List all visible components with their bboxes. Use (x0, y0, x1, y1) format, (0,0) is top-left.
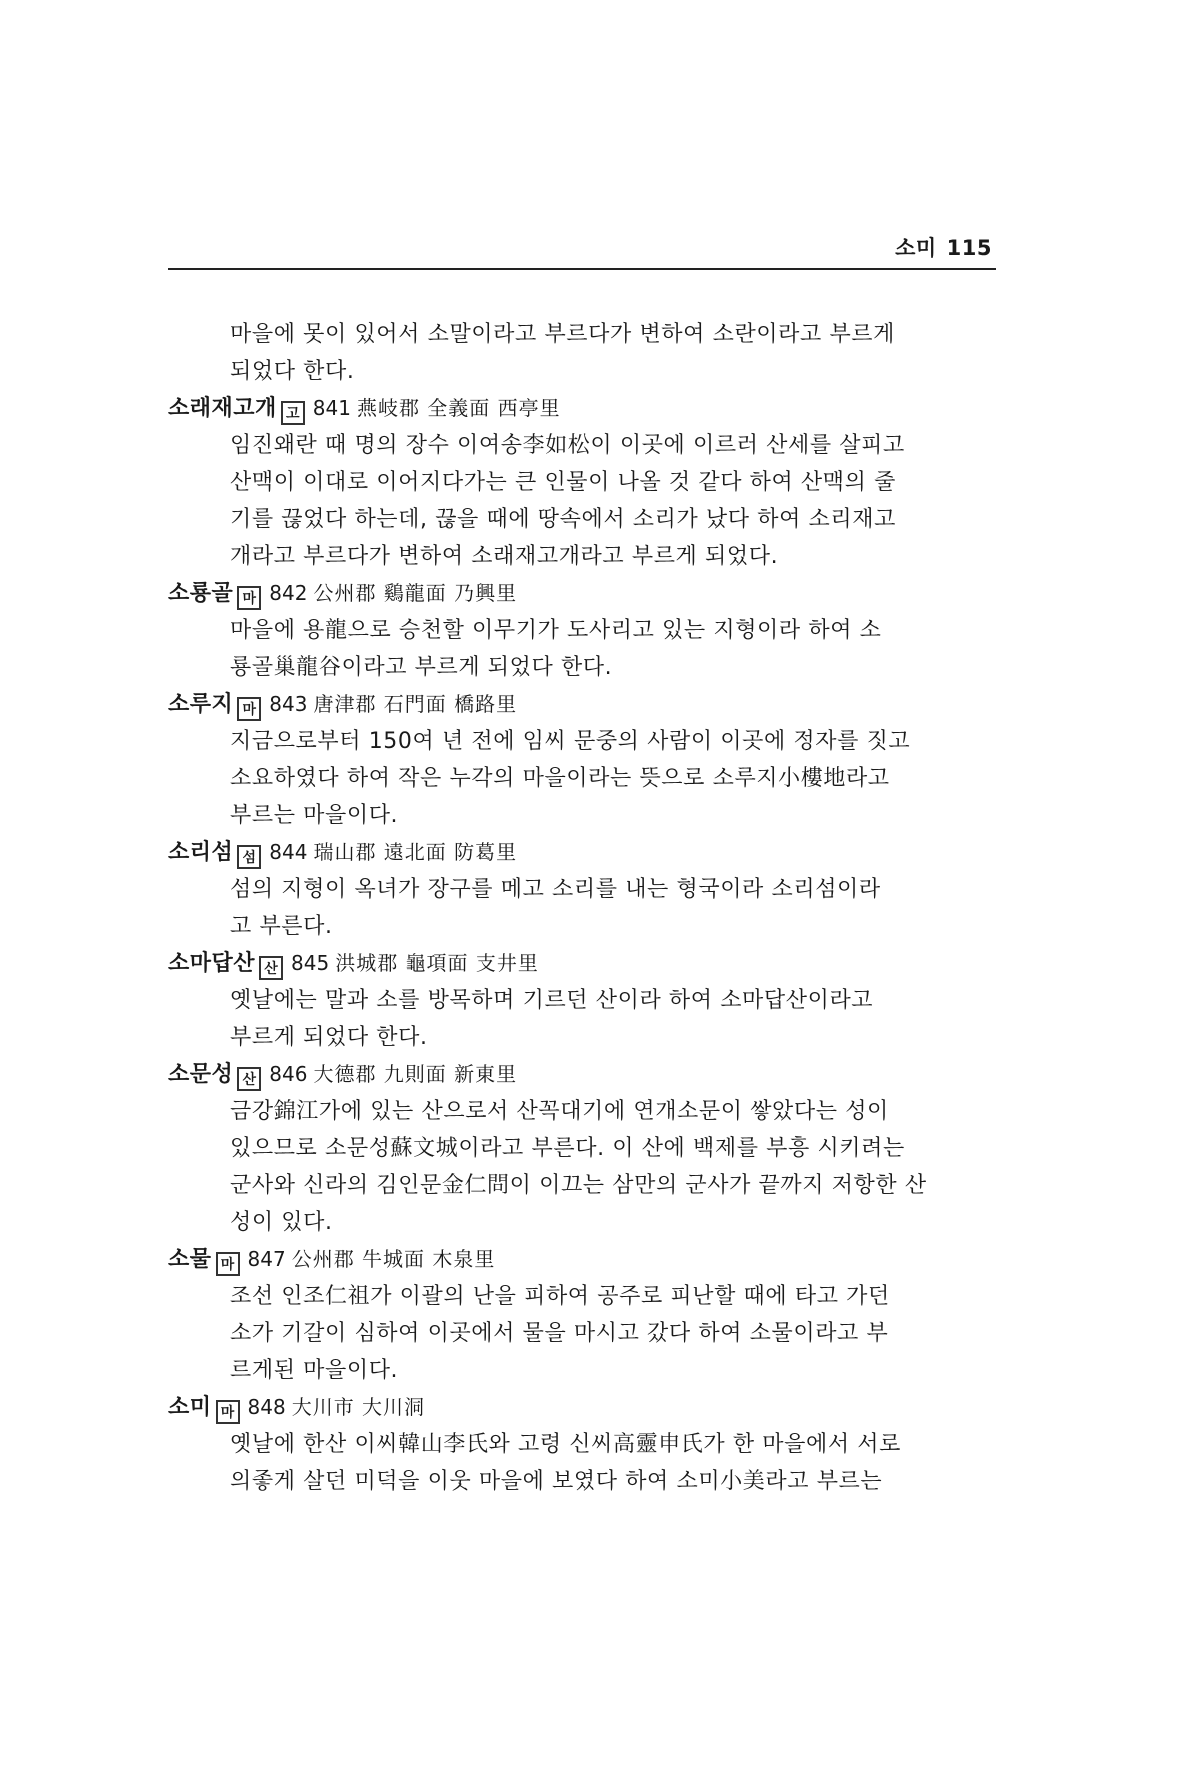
entry-number: 842 (269, 581, 308, 605)
running-header (168, 232, 992, 262)
entry-heading (168, 1241, 996, 1278)
entry-text-line: 개라고 부르다가 변하여 소래재고개라고 부르게 되었다. (230, 544, 779, 569)
entry-headword: 소래재고개 (168, 396, 277, 421)
entry-text-line: 의좋게 살던 미덕을 이웃 마을에 보였다 하여 소미小美라고 부르는 (230, 1469, 883, 1494)
header-rule (168, 268, 996, 270)
entry-number: 844 (269, 840, 308, 864)
entry-text-line: 옛날에는 말과 소를 방목하며 기르던 산이라 하여 소마답산이라고 (230, 988, 874, 1013)
entry-type-marker: 마 (216, 1252, 240, 1276)
entry-text-line: 소요하였다 하여 작은 누각의 마을이라는 뜻으로 소루지小樓地라고 (230, 766, 890, 791)
entry-number: 843 (269, 692, 308, 716)
entry-number: 847 (247, 1247, 286, 1271)
entry-heading (168, 945, 996, 982)
entry-heading (168, 1056, 996, 1093)
entry-headword: 소리섬 (168, 840, 234, 865)
entry-heading (168, 686, 996, 723)
entry-heading (168, 834, 996, 871)
entry-text-line: 임진왜란 때 명의 장수 이여송李如松이 이곳에 이르러 산세를 살피고 (230, 433, 905, 458)
entry-text-line: 있으므로 소문성蘇文城이라고 부른다. 이 산에 백제를 부흥 시키려는 (230, 1136, 905, 1161)
entry-heading (168, 575, 996, 612)
entry-location: 洪城郡 龜項面 支井里 (335, 951, 539, 975)
entry-location: 公州郡 牛城面 木泉里 (291, 1247, 496, 1271)
entry-list (168, 316, 996, 1500)
entry-number: 841 (312, 396, 351, 420)
entry-text-line: 소가 기갈이 심하여 이곳에서 물을 마시고 갔다 하여 소물이라고 부 (230, 1321, 889, 1346)
entry-type-marker: 마 (237, 697, 261, 721)
entry-headword: 소마답산 (168, 951, 256, 976)
entry-location: 大川市 大川洞 (291, 1395, 426, 1419)
entry-text-line: 마을에 못이 있어서 소말이라고 부르다가 변하여 소란이라고 부르게 (230, 322, 896, 347)
entry-heading (168, 1389, 996, 1426)
entry-location: 唐津郡 石門面 橋路里 (313, 692, 518, 716)
entry-text-line: 산맥이 이대로 이어지다가는 큰 인물이 나올 것 같다 하여 산맥의 줄 (230, 470, 896, 495)
entry-text-line: 지금으로부터 150여 년 전에 임씨 문중의 사람이 이곳에 정자를 짓고 (230, 729, 911, 754)
entry-text-line: 마을에 용龍으로 승천할 이무기가 도사리고 있는 지형이라 하여 소 (230, 618, 882, 643)
entry-text-line: 성이 있다. (230, 1210, 333, 1235)
entry-type-marker: 섬 (237, 845, 261, 869)
entry-type-marker: 고 (281, 401, 305, 425)
entry-text-line: 금강錦江가에 있는 산으로서 산꼭대기에 연개소문이 쌓았다는 성이 (230, 1099, 889, 1124)
entry-type-marker: 산 (237, 1067, 261, 1091)
entry-type-marker: 마 (237, 586, 261, 610)
entry-headword: 소물 (168, 1247, 212, 1272)
entry-number: 845 (291, 951, 330, 975)
entry-text-line: 섬의 지형이 옥녀가 장구를 메고 소리를 내는 형국이라 소리섬이라 (230, 877, 881, 902)
entry-number: 848 (247, 1395, 286, 1419)
entry-headword: 소문성 (168, 1062, 234, 1087)
entry-heading (168, 390, 996, 427)
entry-text-line: 군사와 신라의 김인문金仁問이 이끄는 삼만의 군사가 끝까지 저항한 산 (230, 1173, 927, 1198)
entry-location: 瑞山郡 遠北面 防葛里 (313, 840, 518, 864)
entry-text-line: 조선 인조仁祖가 이괄의 난을 피하여 공주로 피난할 때에 타고 가던 (230, 1284, 890, 1309)
entry-text-line: 옛날에 한산 이씨韓山李氏와 고령 신씨高靈申氏가 한 마을에서 서로 (230, 1432, 901, 1457)
entry-headword: 소루지 (168, 692, 234, 717)
entry-type-marker: 산 (259, 956, 283, 980)
running-header-section: 소미 (895, 236, 937, 260)
page-number: 115 (946, 236, 992, 260)
entry-location: 公州郡 鷄龍面 乃興里 (313, 581, 518, 605)
entry-text-line: 부르는 마을이다. (230, 803, 399, 828)
entry-location: 燕岐郡 全義面 西亭里 (356, 396, 561, 420)
entry-text-line: 부르게 되었다 한다. (230, 1025, 428, 1050)
entry-location: 大德郡 九則面 新東里 (313, 1062, 518, 1086)
entry-text-line: 기를 끊었다 하는데, 끊을 때에 땅속에서 소리가 났다 하여 소리재고 (230, 507, 896, 532)
entry-number: 846 (269, 1062, 308, 1086)
entry-text-line: 되었다 한다. (230, 359, 355, 384)
entry-text-line: 고 부른다. (230, 914, 333, 939)
entry-headword: 소룡골 (168, 581, 234, 606)
entry-text-line: 르게된 마을이다. (230, 1358, 399, 1383)
entry-headword: 소미 (168, 1395, 212, 1420)
entry-type-marker: 마 (216, 1400, 240, 1424)
entry-text-line: 룡골巢龍谷이라고 부르게 되었다 한다. (230, 655, 613, 680)
